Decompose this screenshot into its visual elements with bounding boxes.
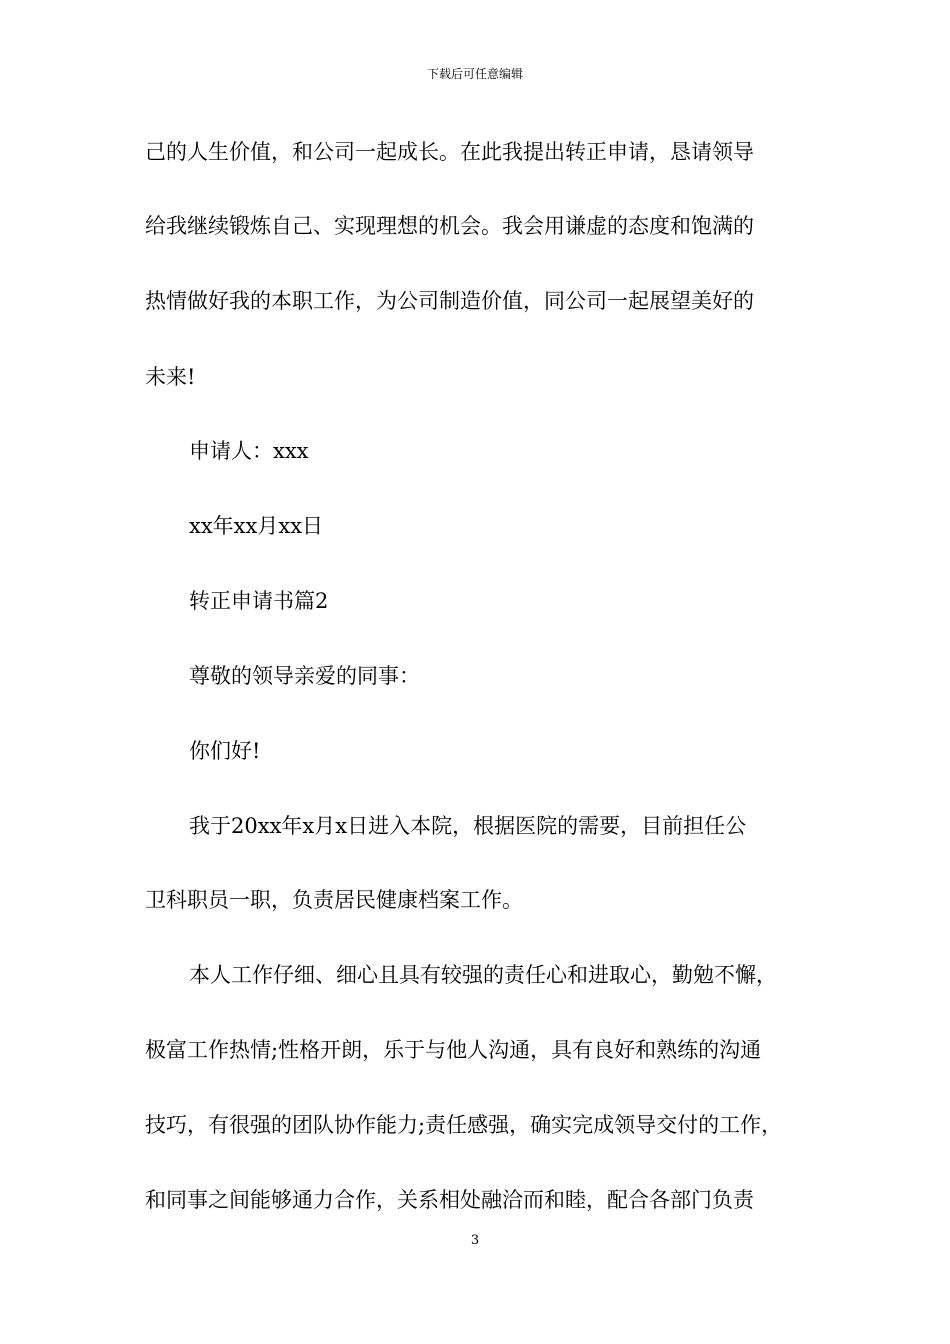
body-line: 己的人生价值，和公司一起成长。在此我提出转正申请，恳请领导: [145, 140, 754, 164]
body-line: 我于20xx年x月x日进入本院，根据医院的需要，目前担任公: [189, 814, 747, 838]
date-line: xx年xx月xx日: [189, 514, 324, 538]
page-number: 3: [470, 1233, 480, 1248]
body-line: 热情做好我的本职工作，为公司制造价值，同公司一起展望美好的: [145, 289, 754, 313]
body-line: 未来!: [145, 365, 196, 389]
page-header: 下载后可任意编辑: [426, 67, 523, 81]
body-line: 给我继续锻炼自己、实现理想的机会。我会用谦虚的态度和饱满的: [145, 214, 754, 238]
section-title: 转正申请书篇2: [189, 589, 329, 613]
salutation: 尊敬的领导亲爱的同事：: [189, 664, 420, 688]
body-line: 技巧，有很强的团队协作能力;责任感强，确实完成领导交付的工作，: [145, 1113, 783, 1137]
body-line: 本人工作仔细、细心且具有较强的责任心和进取心，勤勉不懈，: [189, 963, 777, 987]
body-line: 极富工作热情;性格开朗，乐于与他人沟通，具有良好和熟练的沟通: [145, 1038, 762, 1062]
applicant-line: 申请人：xxx: [189, 439, 309, 463]
body-line: 和同事之间能够通力合作，关系相处融洽而和睦，配合各部门负责: [145, 1188, 754, 1212]
body-line: 卫科职员一职，负责居民健康档案工作。: [145, 888, 523, 912]
greeting: 你们好!: [189, 739, 261, 763]
